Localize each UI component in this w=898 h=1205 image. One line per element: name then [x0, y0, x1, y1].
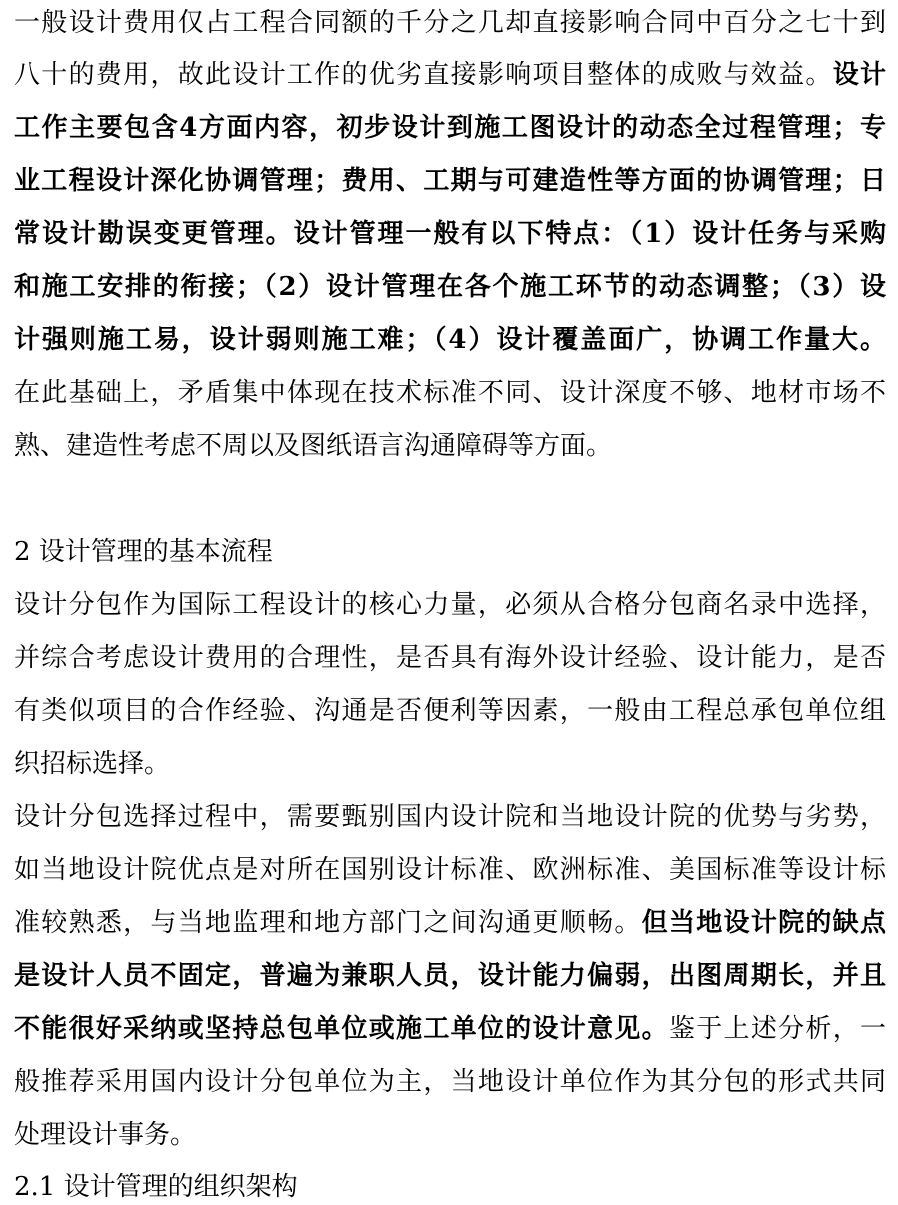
paragraph3-line5-bold: 不能很好采纳或坚持总包单位或施工单位的设计意见。 [14, 1014, 669, 1044]
paragraph1-line2-normal: 八十的费用，故此设计工作的优劣直接影响项目整体的成败与效益。 [14, 60, 833, 90]
paragraph1-line7: 计强则施工易，设计弱则施工难；（4）设计覆盖面广，协调工作量大。 [14, 325, 886, 355]
paragraph3-line2: 如当地设计院优点是对所在国别设计标准、欧洲标准、美国标准等设计标 [14, 855, 886, 885]
paragraph1-line2-bold: 设计 [832, 60, 886, 90]
paragraph1-line5: 常设计勘误变更管理。设计管理一般有以下特点：（1）设计任务与采购 [14, 219, 886, 249]
paragraph3-line3 [14, 906, 886, 940]
paragraph1-line9: 熟、建造性考虑不周以及图纸语言沟通障碍等方面。 [14, 431, 613, 461]
paragraph3-line5 [14, 1012, 886, 1046]
paragraph3-line3-normal: 准较熟悉，与当地监理和地方部门之间沟通更顺畅。 [14, 908, 642, 938]
paragraph2-line1: 设计分包作为国际工程设计的核心力量，必须从合格分包商名录中选择， [14, 590, 886, 620]
paragraph2-line3: 有类似项目的合作经验、沟通是否便利等因素，一般由工程总承包单位组 [14, 696, 886, 726]
paragraph2-line2: 并综合考虑设计费用的合理性，是否具有海外设计经验、设计能力，是否 [14, 643, 886, 673]
paragraph1-line2 [14, 58, 886, 92]
paragraph3-line3-bold: 但当地设计院的缺点 [641, 908, 886, 938]
paragraph1-line6: 和施工安排的衔接；（2）设计管理在各个施工环节的动态调整；（3）设 [14, 272, 886, 302]
paragraph2-line4: 织招标选择。 [14, 749, 171, 779]
paragraph3-line4: 是设计人员不固定，普遍为兼职人员，设计能力偏弱，出图周期长，并且 [14, 961, 886, 991]
paragraph3-line6: 般推荐采用国内设计分包单位为主，当地设计单位作为其分包的形式共同 [14, 1067, 886, 1097]
paragraph3-line5-normal: 鉴于上述分析，一 [668, 1014, 886, 1044]
section-2-heading: 2 设计管理的基本流程 [14, 537, 273, 567]
paragraph3-line7: 处理设计事务。 [14, 1120, 197, 1150]
paragraph1-line3: 工作主要包含4方面内容，初步设计到施工图设计的动态全过程管理；专 [14, 113, 886, 143]
paragraph3-line1: 设计分包选择过程中，需要甄别国内设计院和当地设计院的优势与劣势， [14, 802, 886, 832]
paragraph1-line4: 业工程设计深化协调管理；费用、工期与可建造性等方面的协调管理；日 [14, 166, 886, 196]
paragraph1-line1: 一般设计费用仅占工程合同额的千分之几却直接影响合同中百分之七十到 [14, 8, 886, 38]
paragraph1-line8: 在此基础上，矛盾集中体现在技术标准不同、设计深度不够、地材市场不 [14, 378, 886, 408]
section-2-1-heading: 2.1 设计管理的组织架构 [14, 1172, 298, 1202]
